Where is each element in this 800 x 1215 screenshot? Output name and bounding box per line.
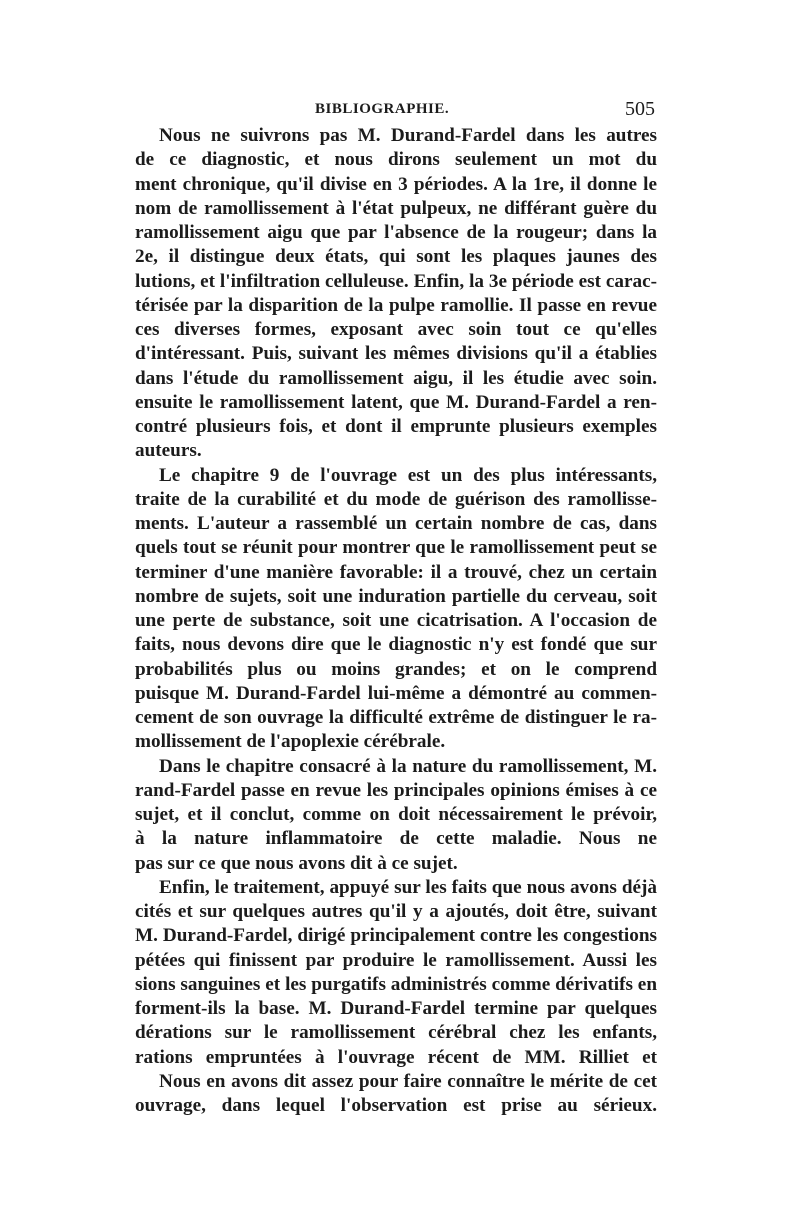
text-line: Nous en avons dit assez pour faire connaître le mérite de cet [159, 1070, 657, 1092]
text-line: Enfin, le traitement, appuyé sur les faits que nous avons déjà [159, 876, 657, 898]
text-line: forment-ils la base. M. Durand-Fardel termine par quelques [135, 998, 657, 1019]
paragraph [135, 755, 657, 876]
paragraph [135, 464, 657, 755]
text-line: ouvrage, dans lequel l'observation est prise au sérieux. [135, 1095, 657, 1116]
text-line: Nous ne suivrons pas M. Durand-Fardel dans les autres [159, 125, 657, 146]
paragraph [135, 876, 657, 1070]
text-line: pas sur ce que nous avons dit à ce sujet. [135, 852, 458, 874]
text-line: ensuite le ramollissement latent, que M. Durand-Fardel a ren- [135, 391, 657, 413]
text-line: cités et sur quelques autres qu'il y a ajoutés, doit être, suivant [135, 901, 657, 922]
text-line: contré plusieurs fois, et dont il emprunte plusieurs exemples [135, 416, 657, 437]
text-line: à la nature inflammatoire de cette maladie. Nous ne [135, 828, 657, 850]
text-line: sujet, et il conclut, comme on doit nécessairement le prévoir, [135, 804, 657, 825]
text-line: auteurs. [135, 440, 202, 462]
text-line: ces diverses formes, exposant avec soin tout ce qu'elles [135, 319, 657, 340]
text-line: Dans le chapitre consacré à la nature du ramollissement, M. [159, 755, 657, 777]
text-line: ments. L'auteur a rassemblé un certain nombre de cas, dans [135, 513, 657, 534]
text-line: rations empruntées à l'ouvrage récent de MM. Rilliet et [135, 1046, 657, 1068]
text-line: M. Durand-Fardel, dirigé principalement contre les congestions [135, 925, 657, 947]
text-line: pétées qui finissent par produire le ramollissement. Aussi les [135, 949, 657, 971]
text-line: mollissement de l'apoplexie cérébrale. [135, 731, 446, 753]
text-line: de ce diagnostic, et nous dirons seulement un mot du [135, 149, 657, 171]
text-line: probabilités plus ou moins grandes; et on le comprend [135, 658, 657, 680]
running-head [135, 98, 655, 124]
page-number: 505 [625, 98, 655, 120]
text-line: dans l'étude du ramollissement aigu, il les étudie avec soin. [135, 367, 657, 389]
running-head-title: BIBLIOGRAPHIE. [315, 101, 450, 117]
paragraph [135, 124, 657, 464]
paragraph [135, 1070, 657, 1119]
text-line: ment chronique, qu'il divise en 3 périodes. A la 1re, il donne le [135, 173, 657, 195]
text-line: cement de son ouvrage la difficulté extrême de distinguer le ra- [135, 707, 657, 728]
text-line: Le chapitre 9 de l'ouvrage est un des plus intéressants, [159, 464, 657, 486]
text-line: ramollissement aigu que par l'absence de la rougeur; dans la [135, 222, 657, 243]
text-line: térisée par la disparition de la pulpe ramollie. Il passe en revue [135, 294, 657, 316]
text-line: rand-Fardel passe en revue les principales opinions émises à ce [135, 779, 657, 801]
text-line: lutions, et l'infiltration celluleuse. Enfin, la 3e période est carac- [135, 270, 657, 292]
text-line: quels tout se réunit pour montrer que le ramollissement peut se [135, 537, 657, 559]
text-line: puisque M. Durand-Fardel lui-même a démontré au commen- [135, 682, 657, 704]
text-line: nombre de sujets, soit une induration partielle du cerveau, soit [135, 585, 657, 607]
text-line: faits, nous devons dire que le diagnostic n'y est fondé que sur [135, 634, 657, 656]
text-line: nom de ramollissement à l'état pulpeux, ne différant guère du [135, 197, 657, 219]
body-text [135, 124, 657, 1118]
text-line: 2e, il distingue deux états, qui sont les plaques jaunes des [135, 246, 657, 268]
text-line: d'intéressant. Puis, suivant les mêmes divisions qu'il a établies [135, 343, 657, 365]
text-line: une perte de substance, soit une cicatrisation. A l'occasion de [135, 610, 657, 631]
text-line: dérations sur le ramollissement cérébral chez les enfants, [135, 1022, 657, 1044]
text-line: sions sanguines et les purgatifs administrés comme dérivatifs en [135, 973, 657, 995]
text-line: traite de la curabilité et du mode de guérison des ramollisse- [135, 488, 657, 510]
text-line: terminer d'une manière favorable: il a trouvé, chez un certain [135, 561, 657, 583]
